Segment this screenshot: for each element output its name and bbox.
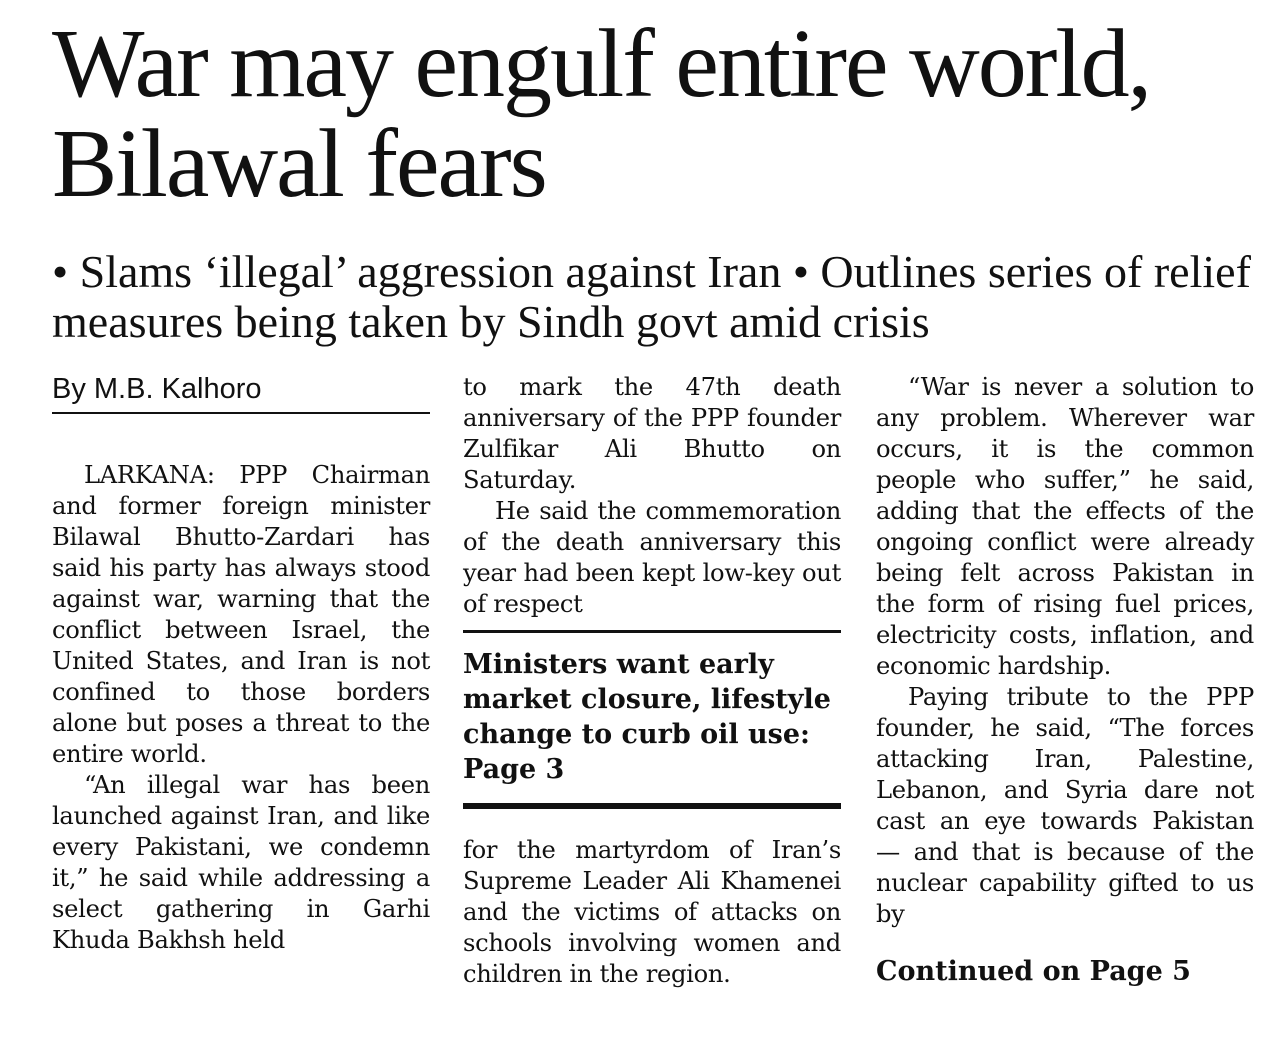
column1-paragraph-1: LARKANA: PPP Chairman and former foreign minister Bilawal Bhutto-Zardari has said his party has always stood against war, warning that the conflict between Israel, the United States, and Iran is not confined to those borders alone but poses a threat to the entire world. <box>52 461 430 768</box>
column2-paragraph-2: He said the commemoration of the death anniversary this year had been kept low-key out of respect <box>463 497 841 618</box>
column3-paragraph-2: Paying tribute to the PPP founder, he said, “The forces attacking Iran, Palestine, Lebanon, and Syria dare not cast an eye towards Pakistan — and that is because of the nuclear capability gifted to us by <box>876 683 1254 928</box>
related-story-teaser[interactable]: Ministers want early market closure, lifestyle change to curb oil use: Page 3 <box>463 630 841 809</box>
continued-on-page-link[interactable]: Continued on Page 5 <box>876 956 1191 987</box>
article-column-3 <box>876 372 1254 987</box>
article-column-2 <box>463 372 841 990</box>
column1-paragraph-2: “An illegal war has been launched against Iran, and like every Pakistani, we condemn it,” he said while addressing a select gathering in Garhi Khuda Bakhsh held <box>52 771 430 954</box>
byline: By M.B. Kalhoro <box>52 372 430 414</box>
article-column-1 <box>52 372 430 956</box>
subheadline: • Slams ‘illegal’ aggression against Iran • Outlines series of relief measures being taken by Sindh govt amid crisis <box>52 246 1251 347</box>
column2-paragraph-3: for the martyrdom of Iran’s Supreme Leader Ali Khamenei and the victims of attacks on schools involving women and children in the region. <box>463 836 841 988</box>
column3-paragraph-1: “War is never a solution to any problem. Wherever war occurs, it is the common people who suffer,” he said, adding that the effects of the ongoing conflict were already being felt across Pakistan in the form of rising fuel prices, electricity costs, inflation, and economic hardship. <box>876 373 1254 680</box>
column2-paragraph-1: to mark the 47th death anniversary of the PPP founder Zulfikar Ali Bhutto on Saturday. <box>463 373 841 494</box>
headline: War may engulf entire world, Bilawal fears <box>52 10 1151 218</box>
